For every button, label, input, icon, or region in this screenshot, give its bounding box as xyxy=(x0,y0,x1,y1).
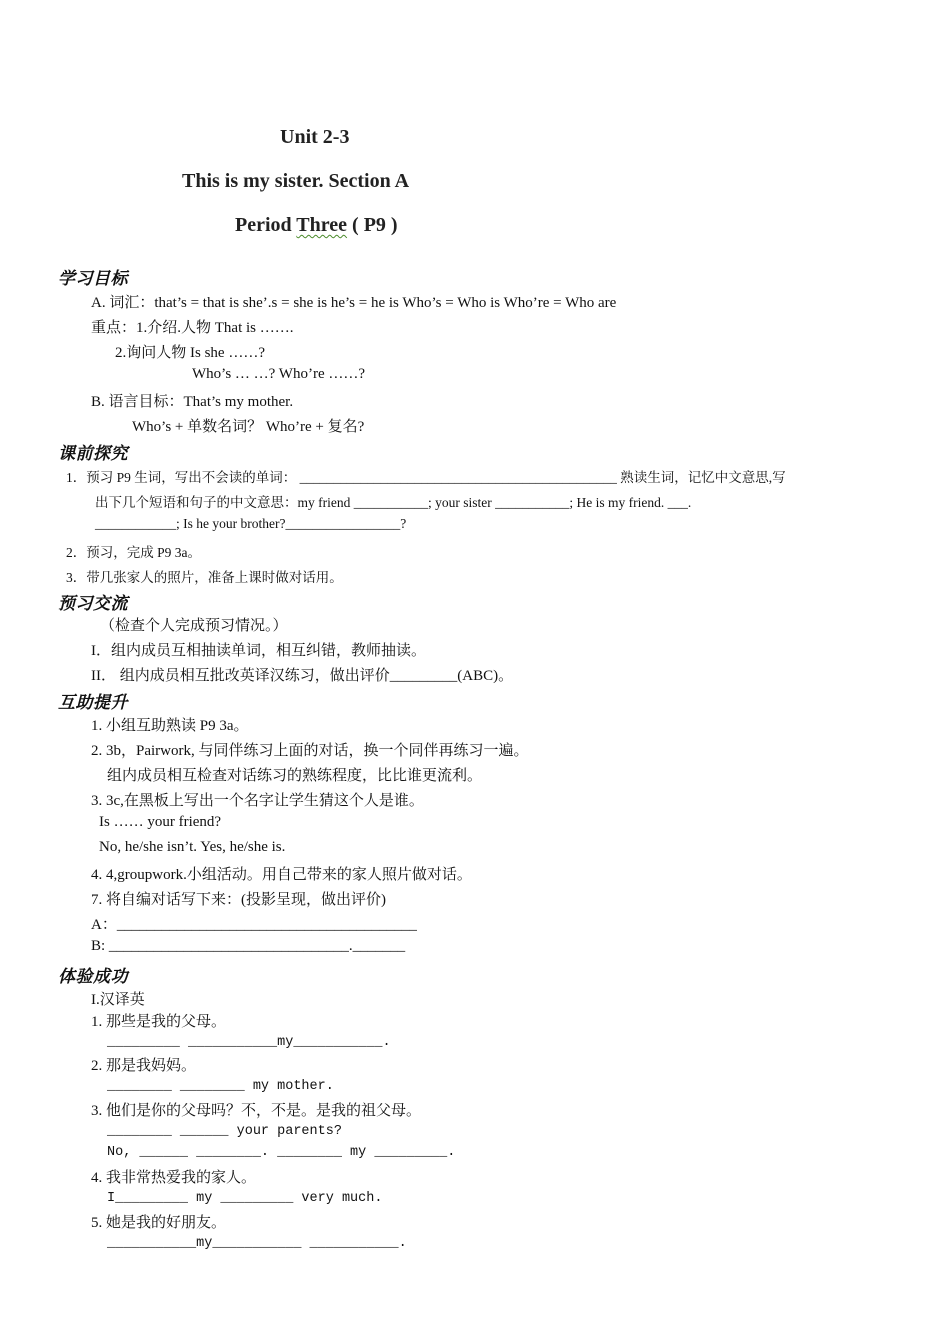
help-line-2b: 组内成员相互检查对话练习的熟练程度，比比谁更流利。 xyxy=(107,768,483,784)
lesson-subtitle: This is my sister. Section A xyxy=(182,170,410,192)
period-page: ( P9 ) xyxy=(347,214,398,236)
answer-3b: No, ______ ________. ________ my _________. xyxy=(107,1145,456,1160)
help-line-7: 7. 将自编对话写下来：(投影呈现，做出评价) xyxy=(91,892,386,908)
help-line-4: 4. 4,groupwork.小组活动。用自己带来的家人照片做对话。 xyxy=(91,867,472,883)
exchange-note: （检查个人完成预习情况。） xyxy=(100,618,288,634)
success-heading: I.汉译英 xyxy=(91,992,145,1008)
section-exchange: 预习交流 xyxy=(58,594,128,614)
answer-2: ________ ________ my mother. xyxy=(107,1079,334,1094)
goals-focus-3: Who’s … …? Who’re ……? xyxy=(192,366,366,382)
dialog-line-a: A：________________________________________ xyxy=(91,917,417,933)
answer-1: _________ ___________my___________. xyxy=(107,1035,391,1050)
answer-3a: ________ ______ your parents? xyxy=(107,1124,342,1139)
goals-vocab: A. 词汇：that’s = that is she’.s = she is he’s = he is Who’s = Who is Who’re = Who are xyxy=(91,295,617,311)
goals-focus-2: 2.询问人物 Is she ……? xyxy=(115,345,265,361)
preview-item-3: 3．带几张家人的照片，准备上课时做对话用。 xyxy=(66,570,343,585)
help-line-3a: Is …… your friend? xyxy=(99,814,222,830)
preview-item-2: 2．预习，完成 P9 3a。 xyxy=(66,545,201,560)
exchange-item-ii: II． 组内成员相互批改英译汉练习，做出评价_________(ABC)。 xyxy=(91,668,514,684)
answer-4: I_________ my _________ very much. xyxy=(107,1191,383,1206)
question-5: 5. 她是我的好朋友。 xyxy=(91,1215,227,1231)
goals-language: B. 语言目标：That’s my mother. xyxy=(91,394,294,410)
section-help: 互助提升 xyxy=(58,693,128,713)
section-success: 体验成功 xyxy=(58,967,128,987)
help-line-2: 2. 3b，Pairwork, 与同伴练习上面的对话，换一个同伴再练习一遍。 xyxy=(91,743,529,759)
preview-item-1a: 1．预习 P9 生词，写出不会读的单词： _______________________________________________ 熟读生词，记忆中文意思,写 xyxy=(66,470,786,485)
unit-title: Unit 2-3 xyxy=(280,126,350,148)
help-line-3: 3. 3c,在黑板上写出一个名字让学生猜这个人是谁。 xyxy=(91,793,424,809)
help-line-3b: No, he/she isn’t. Yes, he/she is. xyxy=(99,839,286,855)
section-goals: 学习目标 xyxy=(58,269,128,289)
preview-item-1c: ____________; Is he your brother?_________________? xyxy=(95,516,407,531)
section-preview: 课前探究 xyxy=(58,444,128,464)
period-three: Three xyxy=(296,214,348,236)
help-line-1: 1. 小组互助熟读 P9 3a。 xyxy=(91,718,249,734)
question-3: 3. 他们是你的父母吗？不，不是。是我的祖父母。 xyxy=(91,1103,422,1119)
period-title xyxy=(235,214,398,237)
answer-5: ___________my___________ ___________. xyxy=(107,1236,407,1251)
exchange-item-i: I．组内成员互相抽读单词，相互纠错，教师抽读。 xyxy=(91,643,426,659)
period-word: Period xyxy=(235,214,297,236)
question-2: 2. 那是我妈妈。 xyxy=(91,1058,197,1074)
dialog-line-b: B: ________________________________._______ xyxy=(91,938,406,954)
question-1: 1. 那些是我的父母。 xyxy=(91,1014,227,1030)
preview-item-1b: 出下几个短语和句子的中文意思：my friend ___________; your sister ___________; He is my friend. ___. xyxy=(95,495,692,510)
question-4: 4. 我非常热爱我的家人。 xyxy=(91,1170,257,1186)
goals-focus-1: 重点：1.介绍.人物 That is ……. xyxy=(91,320,294,336)
goals-pattern: Who’s + 单数名词？ Who’re + 复名? xyxy=(132,419,365,435)
